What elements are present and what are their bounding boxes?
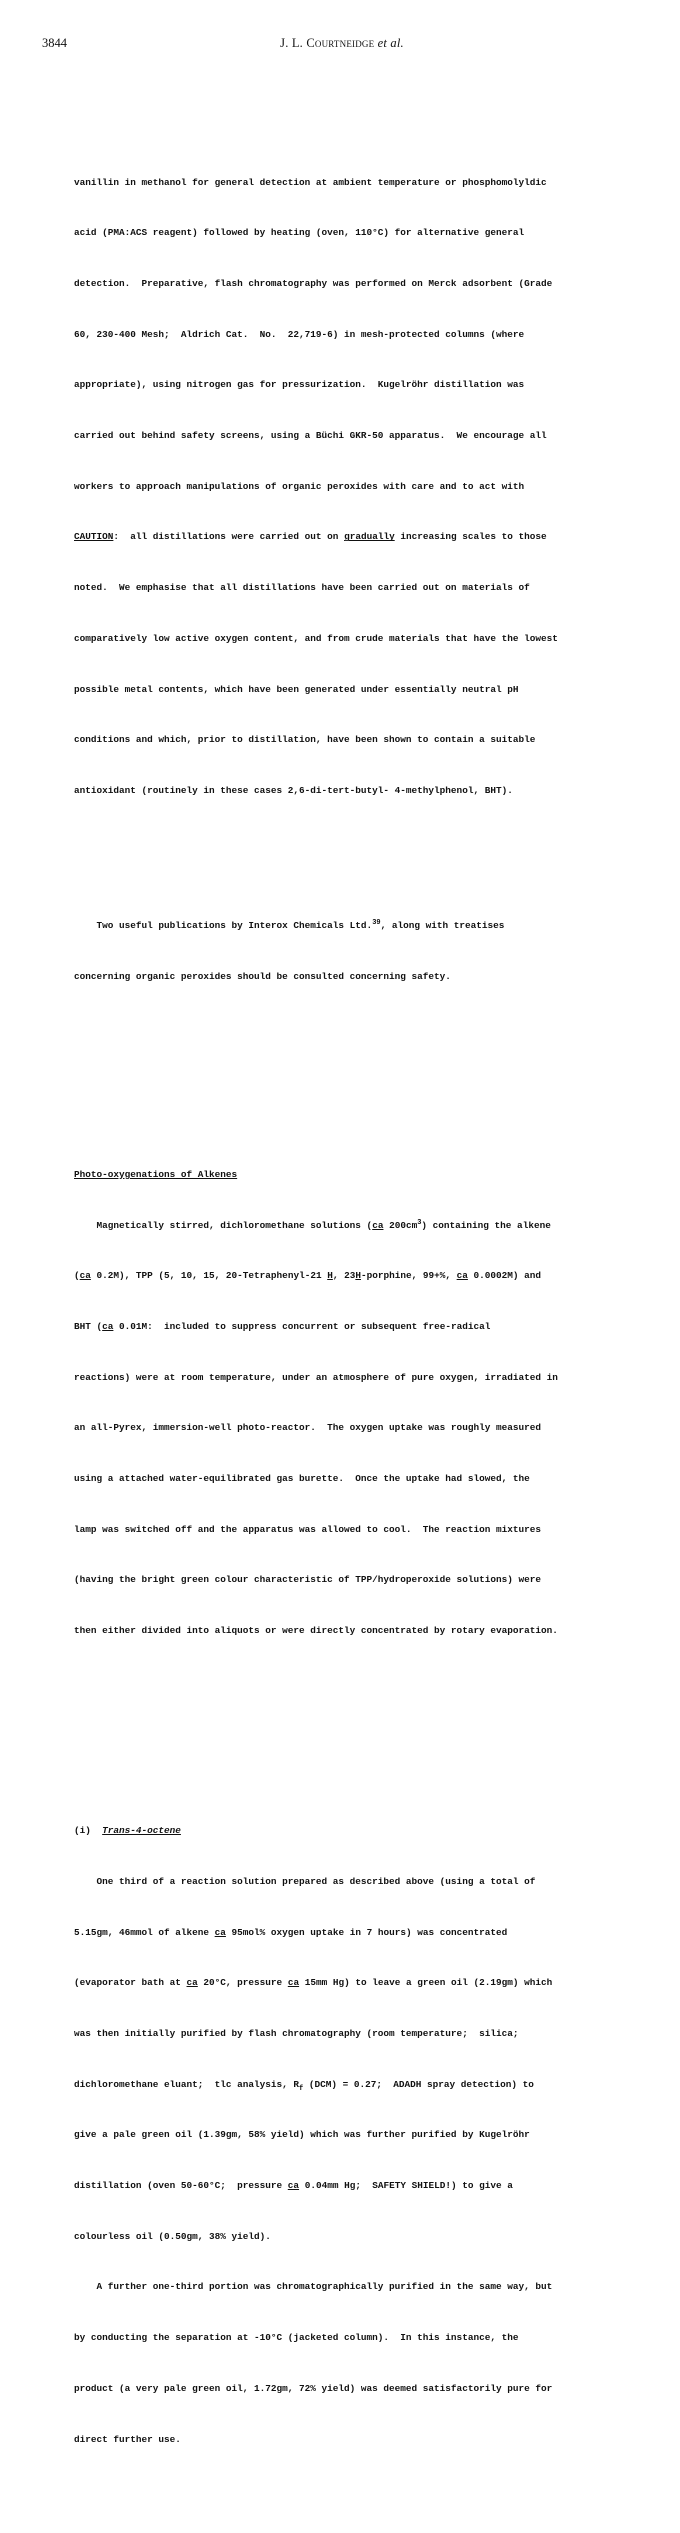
text-line <box>74 529 594 546</box>
text-line <box>74 1268 594 1285</box>
text-run: 15mm Hg) to leave a green oil (2.19gm) which <box>299 1977 553 1989</box>
h-italic: H <box>355 1270 361 1282</box>
text-run: 0.2M), TPP (5, 10, 15, 20-Tetraphenyl-21 <box>90 1270 328 1282</box>
text-line: lamp was switched off and the apparatus was allowed to cool. The reaction mixtures <box>74 1523 541 1535</box>
ca-abbrev: ca <box>372 1219 384 1231</box>
authors-etal: et al. <box>374 36 404 50</box>
text-line: concerning organic peroxides should be consulted concerning safety. <box>74 970 451 982</box>
text-line: antioxidant (routinely in these cases 2,6-di-tert-butyl- 4-methylphenol, BHT). <box>74 784 513 796</box>
text-line: using a attached water-equilibrated gas burette. Once the uptake had slowed, the <box>74 1473 530 1485</box>
text-line: product (a very pale green oil, 1.72gm, 72% yield) was deemed satisfactorily pure for <box>74 2382 553 2394</box>
text-run: distillation (oven 50-60°C; pressure <box>74 2180 288 2192</box>
text-line: an all-Pyrex, immersion-well photo-reactor. The oxygen uptake was roughly measured <box>74 1422 541 1434</box>
text-line <box>74 2178 594 2195</box>
gradually-word: gradually <box>344 531 395 543</box>
authors-initials: J. L. <box>280 36 307 50</box>
text-line: A further one-third portion was chromatographically purified in the same way, but <box>74 2281 553 2293</box>
page-number: 3844 <box>42 36 67 50</box>
authors-surname: Courtneidge <box>306 36 375 50</box>
text-line: give a pale green oil (1.39gm, 58% yield) which was further purified by Kugelröhr <box>74 2129 530 2141</box>
subsection-heading <box>74 1823 594 1840</box>
text-run: , 23 <box>332 1270 356 1282</box>
body-text <box>74 90 594 2533</box>
spacer <box>74 1725 594 1739</box>
caution-word: CAUTION <box>74 531 114 543</box>
text-run: 0.04mm Hg; SAFETY SHIELD!) to give a <box>299 2180 513 2192</box>
text-line: was then initially purified by flash chromatography (room temperature; silica; <box>74 2027 519 2039</box>
text-line: (having the bright green colour characteristic of TPP/hydroperoxide solutions) were <box>74 1574 541 1586</box>
text-run: 5.15gm, 46mmol of alkene <box>74 1926 215 1938</box>
reference-superscript: 39 <box>372 919 381 928</box>
text-line: possible metal contents, which have been generated under essentially neutral pH <box>74 683 519 695</box>
text-run: increasing scales to those <box>394 531 547 543</box>
section-photo-oxygenations <box>74 1133 594 1674</box>
text-line: vanillin in methanol for general detection at ambient temperature or phosphomolyldic <box>74 176 547 188</box>
subsection-number: (i) <box>74 1825 91 1837</box>
text-run: 20°C, pressure <box>197 1977 288 1989</box>
text-line: conditions and which, prior to distillation, have been shown to contain a suitable <box>74 734 536 746</box>
text-run: ) containing the alkene <box>421 1219 551 1231</box>
ca-abbrev: ca <box>287 2180 300 2192</box>
ca-abbrev: ca <box>214 1926 226 1938</box>
section-title: Photo-oxygenations of Alkenes <box>74 1168 238 1180</box>
running-header <box>42 36 642 56</box>
text-run: (DCM) = 0.27; ADADH spray detection) to <box>303 2078 534 2090</box>
text-line: by conducting the separation at -10°C (jacketed column). In this instance, the <box>74 2332 519 2344</box>
text-line: workers to approach manipulations of organic peroxides with care and to act with <box>74 480 525 492</box>
text-line: direct further use. <box>74 2433 181 2445</box>
text-run: (evaporator bath at <box>74 1977 187 1989</box>
text-line: One third of a reaction solution prepared as described above (using a total of <box>74 1875 536 1887</box>
text-line: comparatively low active oxygen content, and from crude materials that have the lowest <box>74 632 558 644</box>
subsection-trans-4-octene <box>74 1789 594 2482</box>
paragraph-safety <box>74 884 594 1019</box>
text-run: 200cm <box>383 1219 418 1231</box>
ca-abbrev: ca <box>186 1977 198 1989</box>
text-line <box>74 2077 594 2094</box>
text-line: detection. Preparative, flash chromatography was performed on Merck adsorbent (Grade <box>74 277 553 289</box>
ca-abbrev: ca <box>102 1320 114 1332</box>
text-line: 60, 230-400 Mesh; Aldrich Cat. No. 22,719-6) in mesh-protected columns (where <box>74 328 525 340</box>
text-line: acid (PMA:ACS reagent) followed by heating (oven, 110°C) for alternative general <box>74 227 525 239</box>
subscript: f <box>299 2084 304 2093</box>
text-run: 95mol% oxygen uptake in 7 hours) was concentrated <box>225 1926 508 1938</box>
paragraph-methods <box>74 141 594 834</box>
text-line <box>74 1975 594 1992</box>
h-italic: H <box>327 1270 333 1282</box>
text-run: : all distillations were carried out on <box>113 531 345 543</box>
text-line: then either divided into aliquots or were directly concentrated by rotary evaporation. <box>74 1625 558 1637</box>
section-heading <box>74 1167 594 1184</box>
text-line <box>74 918 594 935</box>
subsection-title: Trans-4-octene <box>102 1825 181 1837</box>
text-run: , along with treatises <box>380 920 505 932</box>
text-run: Magnetically stirred, dichloromethane solutions ( <box>74 1219 373 1231</box>
text-line: noted. We emphasise that all distillations have been carried out on materials of <box>74 582 530 594</box>
ca-abbrev: ca <box>456 1270 468 1282</box>
text-run: Two useful publications by Interox Chemicals Ltd. <box>74 920 373 932</box>
ca-abbrev: ca <box>287 1977 300 1989</box>
text-run: dichloromethane eluant; tlc analysis, R <box>74 2078 300 2090</box>
text-line: reactions) were at room temperature, under an atmosphere of pure oxygen, irradiated in <box>74 1371 558 1383</box>
text-run: BHT ( <box>74 1320 103 1332</box>
text-line <box>74 1218 594 1235</box>
text-line: appropriate), using nitrogen gas for pressurization. Kugelröhr distillation was <box>74 379 525 391</box>
superscript: 3 <box>417 1218 422 1227</box>
text-line: colourless oil (0.50gm, 38% yield). <box>74 2230 271 2242</box>
text-line <box>74 1319 594 1336</box>
text-line <box>74 1925 594 1942</box>
text-run: 0.0002M) and <box>467 1270 542 1282</box>
text-line: carried out behind safety screens, using a Büchi GKR-50 apparatus. We encourage all <box>74 430 547 442</box>
ca-abbrev: ca <box>79 1270 91 1282</box>
text-run: 0.01M: included to suppress concurrent or subsequent free-radical <box>113 1320 491 1332</box>
spacer <box>74 1070 594 1082</box>
text-run: -porphine, 99+%, <box>361 1270 457 1282</box>
text-run: ( <box>74 1270 80 1282</box>
running-authors <box>42 36 642 51</box>
